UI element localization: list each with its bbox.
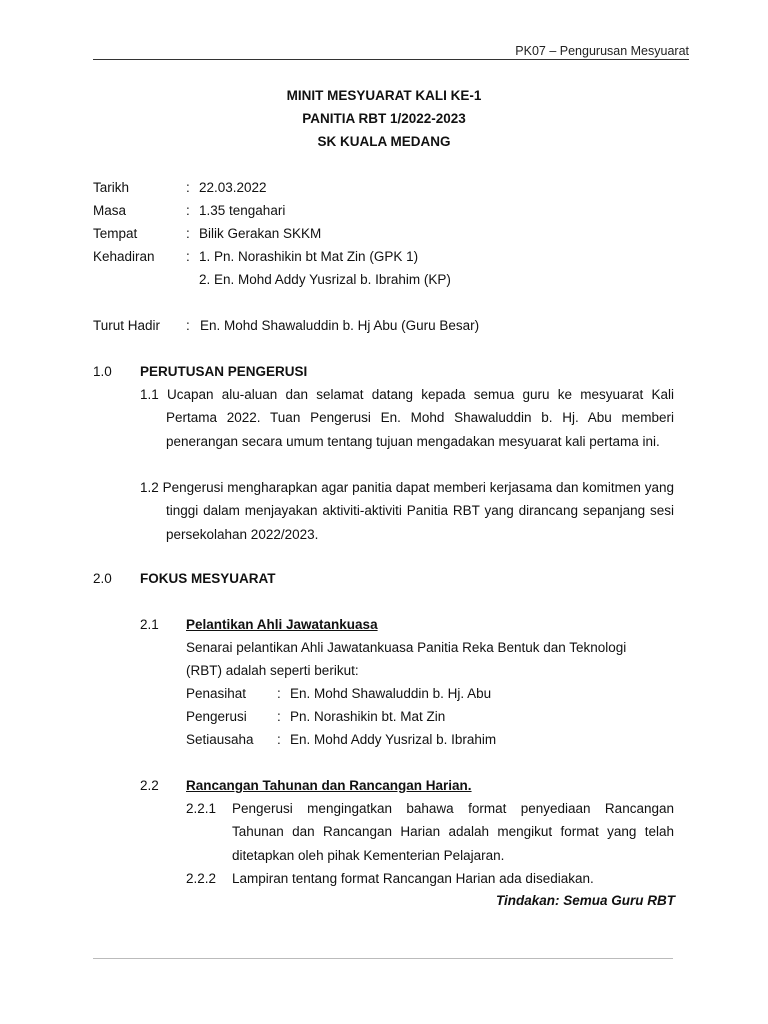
- appointment-intro: Senarai pelantikan Ahli Jawatankuasa Panitia Reka Bentuk dan Teknologi (RBT) adalah seperti berikut:: [186, 640, 627, 679]
- role-label: Pengerusi: [186, 709, 247, 724]
- role-label: Setiausaha: [186, 732, 254, 747]
- masa-value: 1.35 tengahari: [199, 203, 286, 218]
- item-number: 2.2.2: [186, 871, 217, 886]
- paragraph-1-1: 1.1 Ucapan alu-aluan dan selamat datang kepada semua guru ke mesyuarat Kali Pertama 2022. Tuan Pengerusi En. Mohd Shawaluddin b. Hj. Abu memberi penerangan secara umum tentang tujuan mengadakan mesyuarat kali pertama ini.: [140, 387, 674, 449]
- section-heading: FOKUS MESYUARAT: [140, 571, 276, 586]
- colon: :: [186, 249, 190, 264]
- tempat-value: Bilik Gerakan SKKM: [199, 226, 322, 241]
- turut-hadir-label: Turut Hadir: [93, 318, 161, 333]
- role-name: En. Mohd Shawaluddin b. Hj. Abu: [290, 686, 492, 701]
- colon: :: [186, 226, 190, 241]
- page-header-text: PK07 – Pengurusan Mesyuarat: [515, 44, 689, 58]
- kehadiran-label: Kehadiran: [93, 249, 155, 264]
- document-title: MINIT MESYUARAT KALI KE-1: [286, 88, 482, 103]
- subsection-number: 2.1: [140, 617, 159, 632]
- kehadiran-item: 1. Pn. Norashikin bt Mat Zin (GPK 1): [199, 249, 419, 264]
- tempat-label: Tempat: [93, 226, 138, 241]
- header-rule: [93, 59, 689, 60]
- section-heading: PERUTUSAN PENGERUSI: [140, 364, 308, 379]
- role-label: Penasihat: [186, 686, 247, 701]
- colon: :: [186, 203, 190, 218]
- turut-hadir-value: En. Mohd Shawaluddin b. Hj Abu (Guru Besar): [200, 318, 480, 333]
- document-subtitle: PANITIA RBT 1/2022-2023: [302, 111, 466, 126]
- tarikh-value: 22.03.2022: [199, 180, 267, 195]
- item-number: 2.2.1: [186, 801, 217, 816]
- tarikh-label: Tarikh: [93, 180, 130, 195]
- role-name: En. Mohd Addy Yusrizal b. Ibrahim: [290, 732, 497, 747]
- section-number: 2.0: [93, 571, 112, 586]
- subsection-heading: Pelantikan Ahli Jawatankuasa: [186, 617, 378, 632]
- subsection-heading: Rancangan Tahunan dan Rancangan Harian.: [186, 778, 472, 793]
- section-number: 1.0: [93, 364, 112, 379]
- kehadiran-item: 2. En. Mohd Addy Yusrizal b. Ibrahim (KP): [199, 272, 451, 287]
- footer-rule: [93, 958, 673, 959]
- colon: :: [277, 732, 281, 747]
- masa-label: Masa: [93, 203, 127, 218]
- action-note: Tindakan: Semua Guru RBT: [495, 893, 675, 908]
- paragraph-1-2: 1.2 Pengerusi mengharapkan agar panitia dapat memberi kerjasama dan komitmen yang tinggi dalam menjayakan aktiviti-aktiviti Panitia RBT yang dirancang sepanjang sesi persekolahan 2022/2023.: [140, 480, 674, 542]
- school-name: SK KUALA MEDANG: [317, 134, 451, 149]
- colon: :: [277, 709, 281, 724]
- role-name: Pn. Norashikin bt. Mat Zin: [290, 709, 446, 724]
- colon: :: [186, 318, 190, 333]
- colon: :: [277, 686, 281, 701]
- item-text: Lampiran tentang format Rancangan Harian ada disediakan.: [232, 871, 594, 886]
- colon: :: [186, 180, 190, 195]
- subsection-number: 2.2: [140, 778, 159, 793]
- item-text: Pengerusi mengingatkan bahawa format penyediaan Rancangan Tahunan dan Rancangan Harian adalah mengikut format yang telah ditetapkan oleh pihak Kementerian Pelajaran.: [232, 801, 674, 863]
